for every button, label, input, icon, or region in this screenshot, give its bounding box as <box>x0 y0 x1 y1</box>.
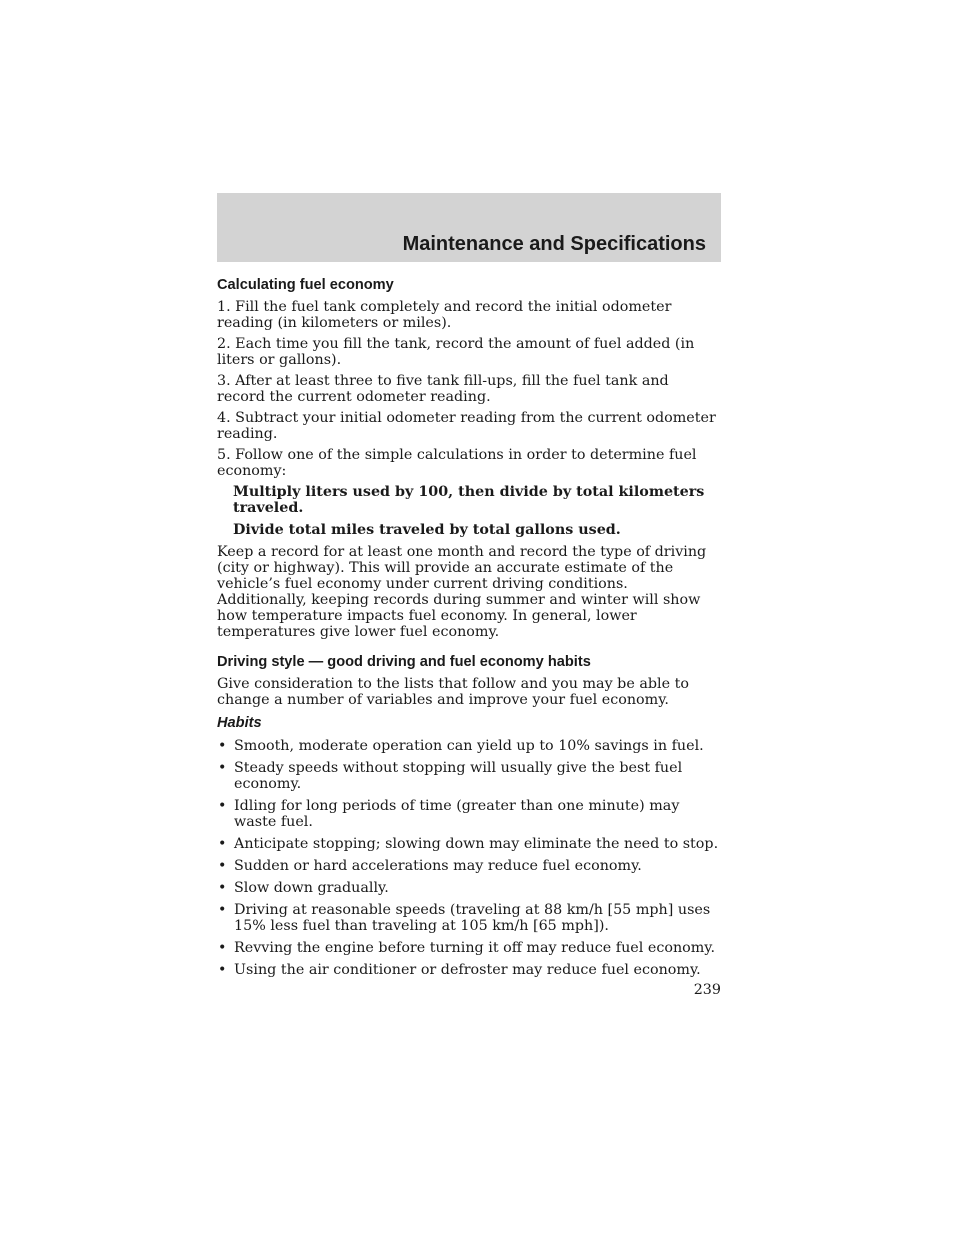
habit-text: Revving the engine before turning it off may reduce fuel economy. <box>234 940 716 956</box>
list-item <box>217 760 721 792</box>
list-item <box>217 738 721 754</box>
habit-text: Steady speeds without stopping will usually give the best fuel economy. <box>234 760 683 792</box>
list-item <box>217 962 721 978</box>
step-1: 1. Fill the fuel tank completely and record the initial odometer reading (in kilometers or miles). <box>217 299 672 331</box>
habit-text: Sudden or hard accelerations may reduce fuel economy. <box>234 858 642 874</box>
bullet-icon: • <box>218 738 227 754</box>
list-item <box>217 902 721 934</box>
page-number: 239 <box>693 982 721 998</box>
list-item <box>217 880 721 896</box>
formula-metric: Multiply liters used by 100, then divide by total kilometers traveled. <box>233 484 705 516</box>
bullet-icon: • <box>218 836 227 852</box>
section-header-bar <box>217 193 721 262</box>
list-item <box>217 798 721 830</box>
bullet-icon: • <box>218 858 227 874</box>
habit-text: Using the air conditioner or defroster may reduce fuel economy. <box>234 962 701 978</box>
habit-text: Slow down gradually. <box>234 880 389 896</box>
habits-list <box>217 738 721 978</box>
list-item <box>217 858 721 874</box>
page-content <box>217 277 721 984</box>
habit-text: Idling for long periods of time (greater than one minute) may waste fuel. <box>234 798 680 830</box>
step-3: 3. After at least three to five tank fill-ups, fill the fuel tank and record the current odometer reading. <box>217 373 669 405</box>
record-keeping-paragraph: Keep a record for at least one month and record the type of driving (city or highway). This will provide an accurate estimate of the vehicle’s fuel economy under current driving conditions. Additionally, keeping records during summer and winter will show how temperature impacts fuel economy. In general, lower temperatures give lower fuel economy. <box>217 544 707 640</box>
habit-text: Anticipate stopping; slowing down may eliminate the need to stop. <box>234 836 719 852</box>
bullet-icon: • <box>218 880 227 896</box>
bullet-icon: • <box>218 940 227 956</box>
bullet-icon: • <box>218 962 227 978</box>
step-4: 4. Subtract your initial odometer reading from the current odometer reading. <box>217 410 716 442</box>
page-section-title: Maintenance and Specifications <box>402 233 706 255</box>
formula-imperial: Divide total miles traveled by total gallons used. <box>233 522 621 538</box>
list-item <box>217 940 721 956</box>
driving-style-intro: Give consideration to the lists that follow and you may be able to change a number of variables and improve your fuel economy. <box>217 676 689 708</box>
fuel-economy-formulas <box>233 484 721 538</box>
bullet-icon: • <box>218 902 227 918</box>
bullet-icon: • <box>218 798 227 814</box>
fuel-economy-steps <box>217 299 721 479</box>
heading-calculating-fuel-economy: Calculating fuel economy <box>217 277 394 293</box>
step-2: 2. Each time you fill the tank, record the amount of fuel added (in liters or gallons). <box>217 336 695 368</box>
habit-text: Driving at reasonable speeds (traveling at 88 km/h [55 mph] uses 15% less fuel than traveling at 105 km/h [65 mph]). <box>234 902 711 934</box>
heading-driving-style: Driving style — good driving and fuel economy habits <box>217 654 591 670</box>
list-item <box>217 836 721 852</box>
bullet-icon: • <box>218 760 227 776</box>
heading-habits: Habits <box>217 715 262 731</box>
habit-text: Smooth, moderate operation can yield up to 10% savings in fuel. <box>234 738 704 754</box>
step-5: 5. Follow one of the simple calculations in order to determine fuel economy: <box>217 447 697 479</box>
